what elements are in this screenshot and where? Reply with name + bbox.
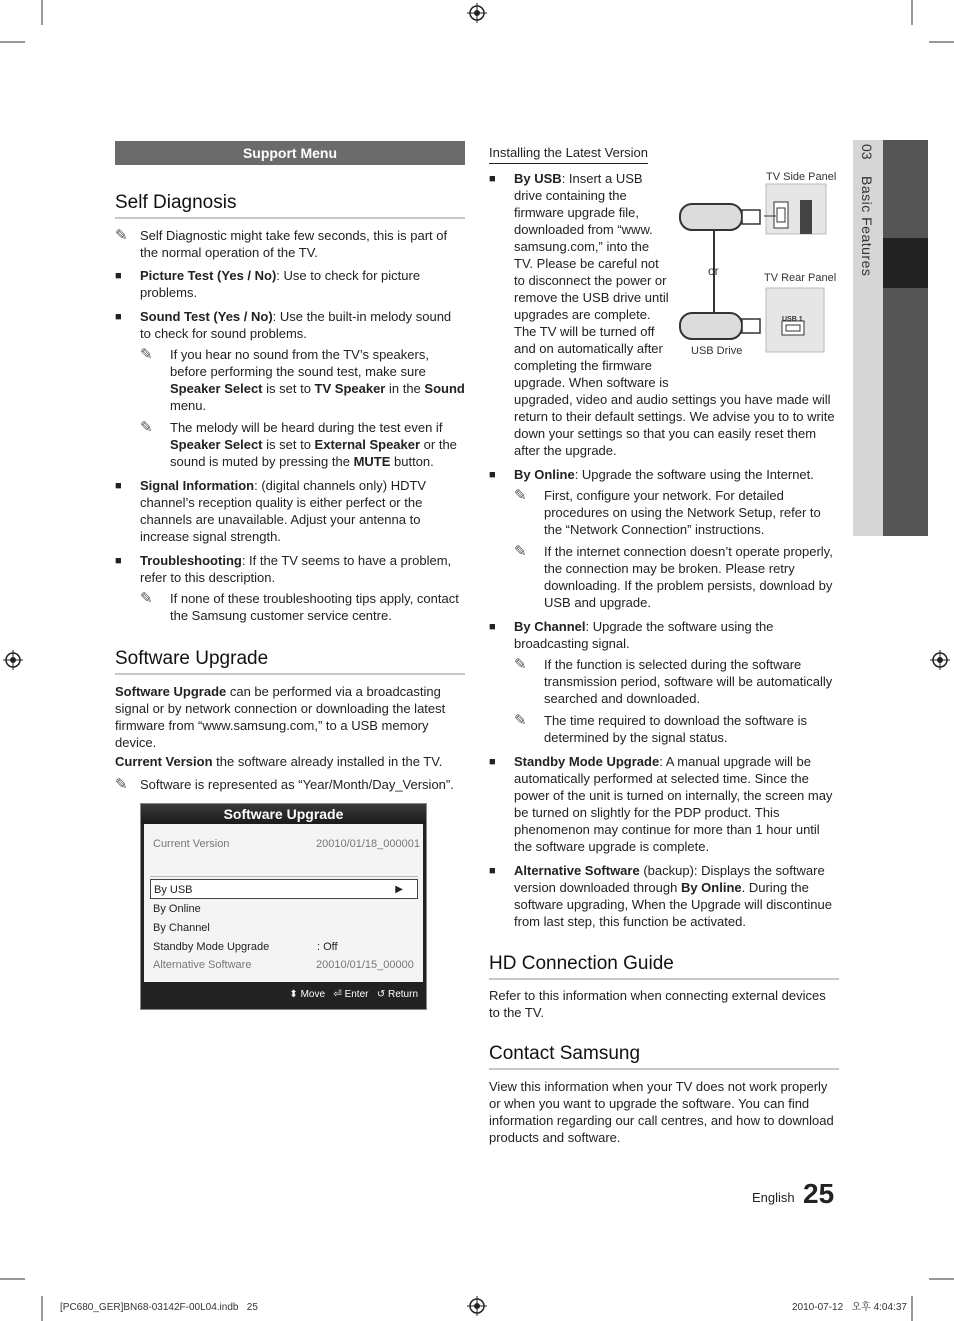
note-pencil-icon: ✎ [140, 419, 153, 436]
page-number: 25 [803, 1178, 835, 1209]
registration-mark-right [930, 650, 950, 674]
file-info: [PC680_GER]BN68-03142F-00L04.indb 25 [60, 1302, 258, 1313]
osd-alternative-software-row[interactable]: Alternative Software [153, 959, 252, 971]
software-upgrade-osd [140, 803, 427, 1010]
osd-body [144, 824, 423, 982]
hd-connection-guide-heading: HD Connection Guide [489, 953, 839, 980]
osd-current-version-value: 20010/01/18_000001 [316, 838, 420, 850]
picture-test-item: ■ Picture Test (Yes / No): Use to check for picture problems. [115, 268, 421, 300]
signal-information-item: ■ Signal Information: (digital channels only) HDTV channel’s reception quality is either perfect or the channels are unavailable. Adjust your antenna to increase signal strength. [115, 478, 427, 544]
online-note-1: ✎ First, configure your network. For detailed procedures on using the Network Setup, refer to the “Network Connection” instructions. [514, 487, 821, 537]
online-note-2: ✎ If the internet connection doesn’t operate properly, the connection may be broken. Please retry downloading. If the problem persists, download by USB and upgrade. [514, 543, 833, 610]
usb-connection-diagram [678, 166, 838, 362]
software-upgrade-intro: Software Upgrade can be performed via a broadcasting signal or by network connection or downloading the latest firmware from “www.samsung.com,” to a USB memory device. [115, 684, 446, 750]
channel-note-2: ✎ The time required to download the software is determined by the signal status. [514, 712, 808, 745]
return-icon: ↺ [376, 989, 386, 1000]
bullet-square-icon: ■ [115, 480, 122, 492]
note-pencil-icon: ✎ [115, 776, 128, 793]
left-column [115, 141, 465, 793]
contact-samsung-heading: Contact Samsung [489, 1043, 839, 1070]
sound-note-1: ✎ If you hear no sound from the TV’s speakers, before performing the sound test, make sure Speaker Select is set to TV Speaker in the Sound menu. [140, 346, 465, 413]
troubleshooting-note: ✎ If none of these troubleshooting tips apply, contact the Samsung customer service centre. [140, 590, 459, 623]
installing-latest-version-heading: Installing the Latest Version [489, 144, 648, 164]
enter-icon: ⏎ [333, 989, 342, 1000]
osd-by-usb-label: By USB [154, 884, 193, 896]
self-diagnosis-heading: Self Diagnosis [115, 192, 465, 219]
osd-current-version-label: Current Version [153, 838, 230, 850]
language-label: English [752, 1190, 795, 1205]
sound-note-2: ✎ The melody will be heard during the test even if Speaker Select is set to External Speaker or the sound is muted by pressing the MUTE button. [140, 419, 457, 469]
note-pencil-icon: ✎ [514, 487, 527, 504]
note-pencil-icon: ✎ [140, 346, 153, 363]
or-label: or [708, 264, 719, 278]
registration-mark-left [3, 650, 23, 674]
hd-connection-guide-text: Refer to this information when connecting external devices to the TV. [489, 988, 826, 1020]
registration-mark-top [467, 3, 487, 27]
by-channel-item: ■ By Channel: Upgrade the software using the broadcasting signal. ✎ If the function is selected during the software transmission period, software will be automatically searched and downloaded. ✎ The time required to download the software is determined by the signal status. [489, 618, 839, 746]
channel-note-1: ✎ If the function is selected during the software transmission period, software will be automatically searched and downloaded. [514, 656, 833, 706]
osd-standby-value: : Off [317, 941, 338, 953]
by-online-item: ■ By Online: Upgrade the software using the Internet. ✎ First, configure your network. For detailed procedures on using the Network Setup, refer to the “Network Connection” instructions. ✎ If the internet connection doesn’t operate properly, the connection may be broken. Please retry downloading. If the problem persists, download by USB and upgrade. [489, 466, 839, 611]
tv-side-panel-label: TV Side Panel [766, 171, 837, 183]
version-format-note: ✎ Software is represented as “Year/Month/Day_Version”. [115, 776, 454, 793]
osd-standby-mode-row[interactable]: Standby Mode Upgrade [153, 941, 270, 953]
standby-mode-upgrade-item: ■ Standby Mode Upgrade: A manual upgrade will be automatically performed at selected time. Since the power of the unit is turned on internally, the screen may be turned on slightly for the PDP product. This phenomenon may continue for more than 1 hour until the software upgrade is complete. [489, 754, 833, 854]
bullet-square-icon: ■ [115, 555, 122, 567]
date-info: 2010-07-12 오후 4:04:37 [792, 1302, 907, 1313]
troubleshooting-item: ■ Troubleshooting: If the TV seems to have a problem, refer to this description. ✎ If none of these troubleshooting tips apply, contact the Samsung customer service centre. [115, 552, 465, 624]
osd-by-online-row[interactable]: By Online [153, 903, 201, 915]
bullet-square-icon: ■ [489, 173, 496, 185]
contact-samsung-text: View this information when your TV does not work properly or when you want to upgrade the software. You can find information regarding our call centres, and how to download products and software. [489, 1079, 834, 1145]
note-pencil-icon: ✎ [514, 712, 527, 729]
osd-by-usb-row[interactable] [150, 879, 418, 899]
bullet-square-icon: ■ [489, 865, 496, 877]
sound-test-item: ■ Sound Test (Yes / No): Use the built-in melody sound to check for sound problems. ✎ If you hear no sound from the TV’s speakers, before performing the sound test, make sure Speaker Select is set to TV Speaker in the Sound menu. ✎ The melody will be heard during the test even if Speaker Select is set to External Speaker or the sound is muted by pressing the MUTE button. [115, 309, 465, 469]
note-pencil-icon: ✎ [514, 656, 527, 673]
registration-mark-bottom [467, 1296, 487, 1320]
bullet-square-icon: ■ [115, 311, 122, 323]
osd-title: Software Upgrade [141, 804, 426, 824]
bullet-square-icon: ■ [489, 756, 496, 768]
chapter-side-tab [853, 140, 928, 536]
support-menu-bar: Support Menu [115, 141, 465, 165]
self-diagnosis-note: ✎ Self Diagnostic might take few seconds, this is part of the normal operation of the TV. [115, 227, 448, 260]
bullet-square-icon: ■ [489, 469, 496, 481]
note-pencil-icon: ✎ [140, 590, 153, 607]
current-version-text: Current Version the software already installed in the TV. [115, 754, 443, 769]
osd-footer: ⬍ Move ⏎ Enter ↺ Return [289, 989, 418, 1000]
by-usb-item: ■ By USB: Insert a USB drive containing the firmware upgrade file, downloaded from “www. samsung.com,” into the TV. Please be careful not to disconnect the power or remove the USB drive until upgrades are complete. The TV will be turned off and on automatically after completing the firmware upgrade. When software is upgraded, video and audio settings you have made will return to their default settings. We advise you to to write down your settings so that you can easily reset them after the upgrade. [489, 171, 835, 458]
software-upgrade-heading: Software Upgrade [115, 648, 465, 675]
osd-alternative-value: 20010/01/15_00000 [316, 959, 414, 971]
play-arrow-icon: ▶ [395, 884, 403, 895]
tv-rear-panel-label: TV Rear Panel [764, 272, 837, 284]
alternative-software-item: ■ Alternative Software (backup): Displays the software version downloaded through By Online. During the software upgrading, When the Upgrade will discontinue from last step, this function be activated. [489, 863, 832, 929]
up-down-arrows-icon: ⬍ [289, 989, 298, 1000]
usb-port-label: USB 1 [782, 316, 803, 323]
chapter-label: Basic Features [859, 176, 875, 277]
bullet-square-icon: ■ [489, 621, 496, 633]
chapter-number: 03 [859, 144, 875, 160]
osd-by-channel-row[interactable]: By Channel [153, 922, 210, 934]
bullet-square-icon: ■ [115, 270, 122, 282]
note-pencil-icon: ✎ [115, 227, 128, 244]
usb-diagram-svg [678, 166, 838, 362]
note-pencil-icon: ✎ [514, 543, 527, 560]
usb-drive-label: USB Drive [691, 345, 743, 357]
